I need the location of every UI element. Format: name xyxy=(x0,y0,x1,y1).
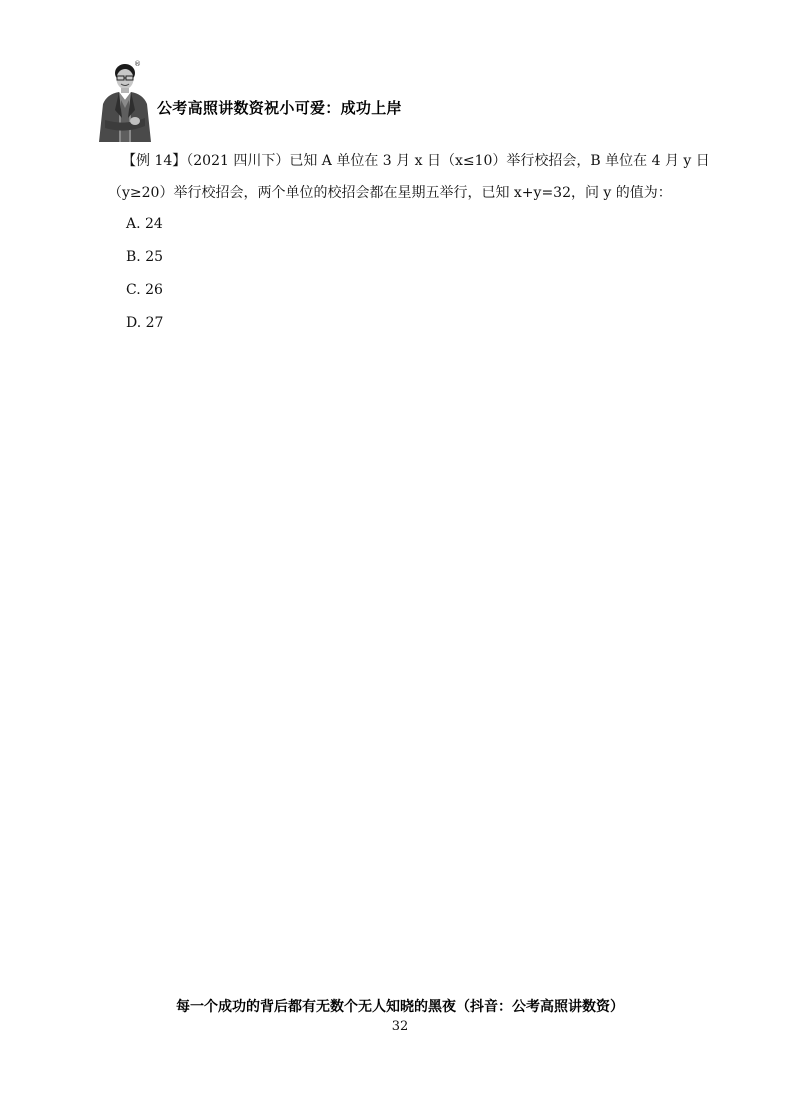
question-line-1: 【例 14】（2021 四川下）已知 A 单位在 3 月 x 日（x≤10）举行校招会，B 单位在 4 月 y 日 xyxy=(122,153,710,169)
answer-options xyxy=(126,210,163,342)
header-slogan: 公考高照讲数资祝小可爱：成功上岸 xyxy=(157,99,402,117)
registered-mark: ® xyxy=(134,60,141,68)
option-c: C. 26 xyxy=(126,282,163,298)
footer-slogan: 每一个成功的背后都有无数个无人知晓的黑夜（抖音：公考高照讲数资） xyxy=(176,999,624,1015)
option-d: D. 27 xyxy=(126,315,164,331)
page-number: 32 xyxy=(391,1019,409,1034)
question-stem xyxy=(108,145,710,209)
option-a: A. 24 xyxy=(126,216,163,232)
question-line-2: （y≥20）举行校招会，两个单位的校招会都在星期五举行，已知 x+y=32，问 y 的值为： xyxy=(108,185,672,201)
presenter-photo xyxy=(95,60,155,142)
option-b: B. 25 xyxy=(126,249,164,265)
